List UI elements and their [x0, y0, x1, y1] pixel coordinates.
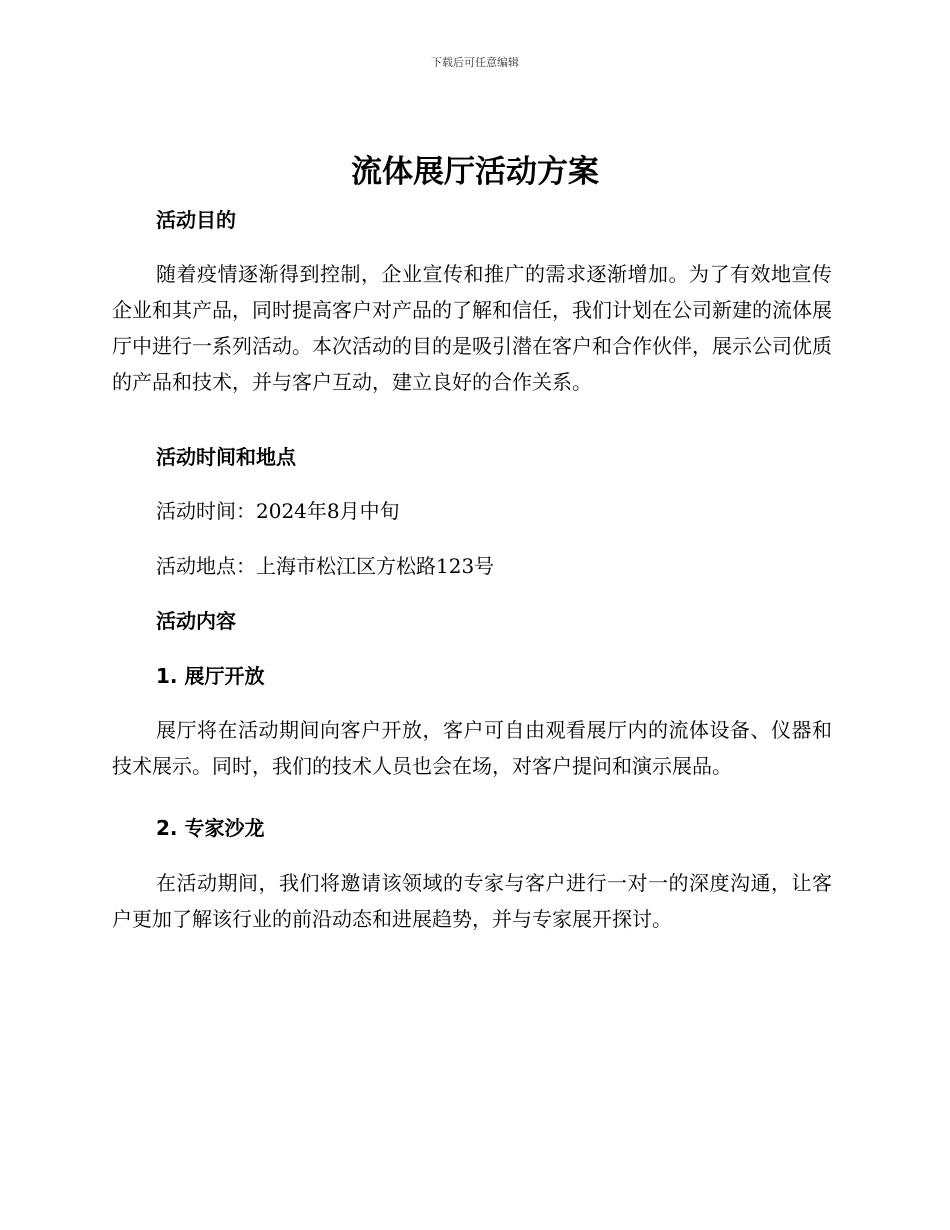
page-header-note: 下载后可任意编辑: [431, 56, 519, 69]
showroom-open-paragraph: 展厅将在活动期间向客户开放，客户可自由观看展厅内的流体设备、仪器和技术展示。同时，我们的技术人员也会在场，对客户提问和演示展品。: [112, 718, 832, 778]
event-time-text: 活动时间：2024年8月中旬: [156, 499, 400, 523]
event-place-text: 活动地点：上海市松江区方松路123号: [156, 554, 495, 578]
section-heading-content: 活动内容: [156, 609, 236, 633]
purpose-paragraph: 随着疫情逐渐得到控制，企业宣传和推广的需求逐渐增加。为了有效地宣传企业和其产品，同时提高客户对产品的了解和信任，我们计划在公司新建的流体展厅中进行一系列活动。本次活动的目的是吸引潜在客户和合作伙伴，展示公司优质的产品和技术，并与客户互动，建立良好的合作关系。: [112, 262, 832, 394]
expert-salon-paragraph: 在活动期间，我们将邀请该领域的专家与客户进行一对一的深度沟通，让客户更加了解该行业的前沿动态和进展趋势，并与专家展开探讨。: [112, 871, 832, 931]
section-heading-purpose: 活动目的: [156, 208, 236, 232]
section-heading-time-place: 活动时间和地点: [156, 445, 296, 469]
item-heading-showroom-open: 1. 展厅开放: [156, 664, 265, 688]
document-title: 流体展厅活动方案: [351, 154, 599, 190]
item-heading-expert-salon: 2. 专家沙龙: [156, 816, 265, 840]
